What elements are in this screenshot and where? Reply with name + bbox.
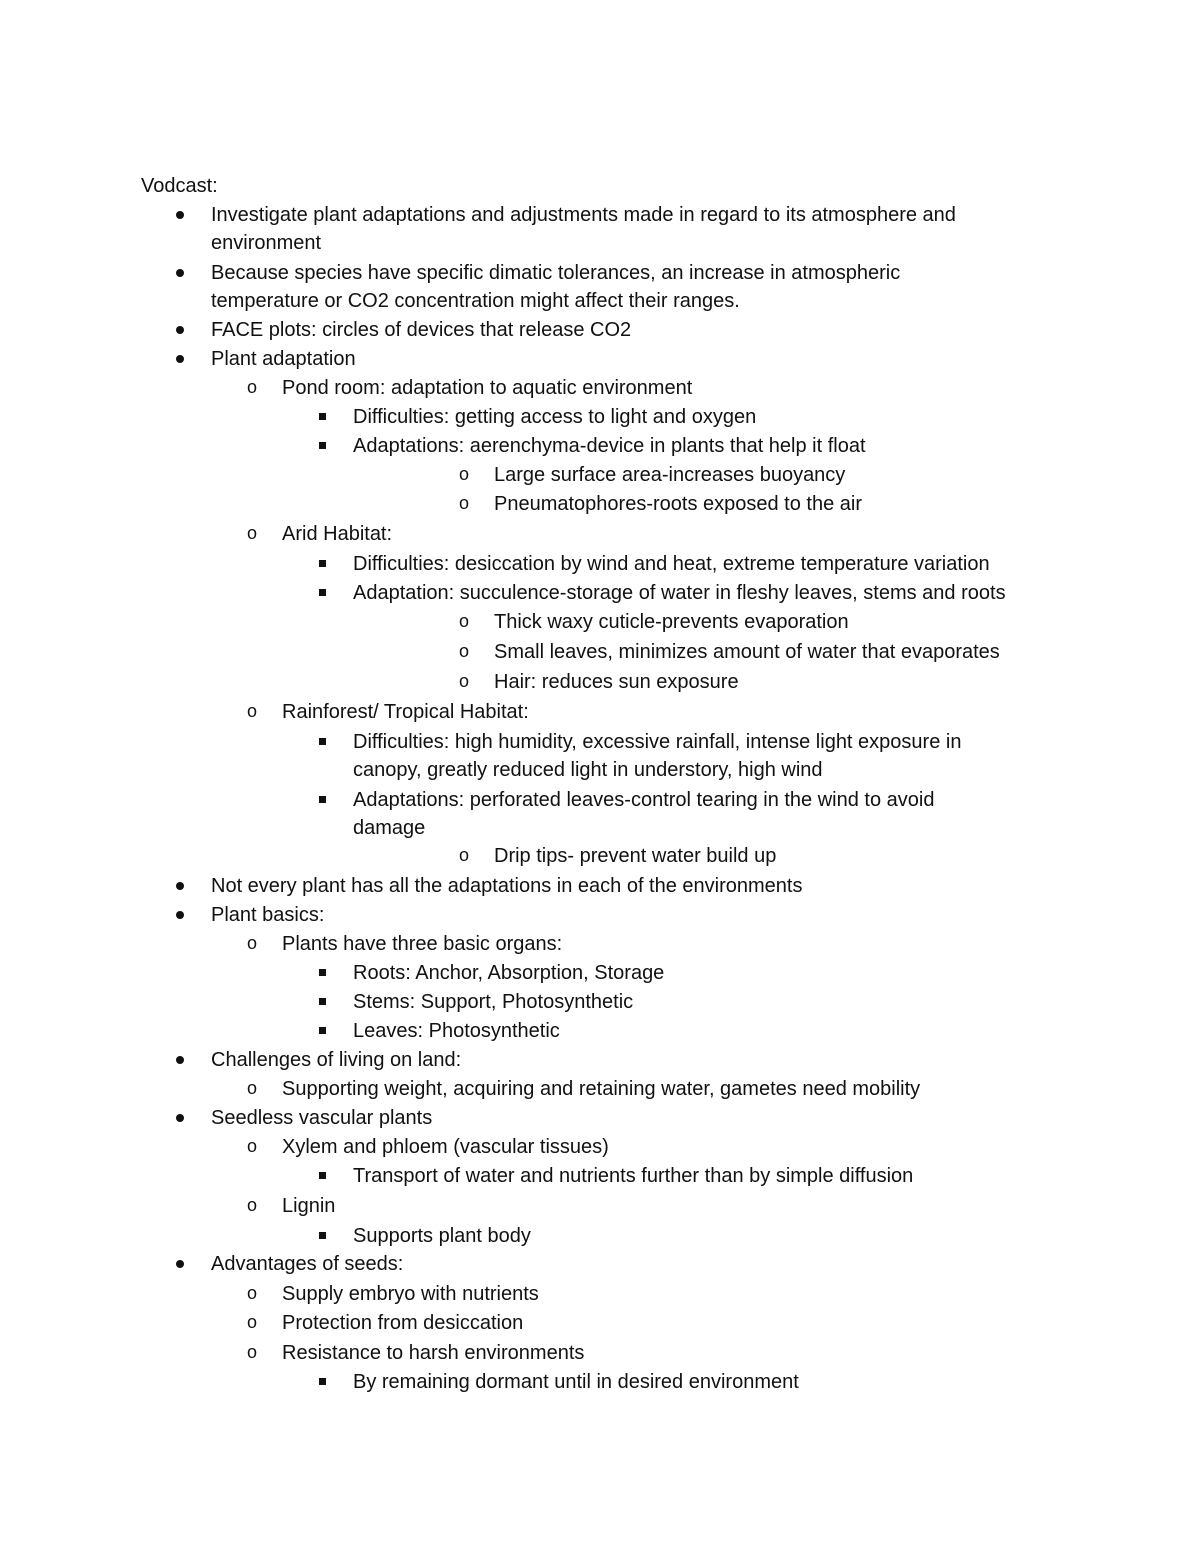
- outline-item-level-1: FACE plots: circles of devices that release CO2: [211, 319, 632, 341]
- bullet-square-icon: [319, 738, 326, 745]
- outline-item-level-2: Rainforest/ Tropical Habitat:: [282, 701, 529, 723]
- outline-item-level-4: Pneumatophores-roots exposed to the air: [494, 493, 862, 515]
- outline-item-level-2: Supply embryo with nutrients: [282, 1283, 539, 1305]
- outline-item-level-1: environment: [211, 232, 322, 254]
- bullet-square-icon: [319, 1378, 326, 1385]
- outline-item-level-1: Not every plant has all the adaptations in each of the environments: [211, 875, 803, 897]
- bullet-square-icon: [319, 998, 326, 1005]
- outline-item-level-2: Supporting weight, acquiring and retaining water, gametes need mobility: [282, 1078, 921, 1100]
- bullet-square-icon: [319, 442, 326, 449]
- outline-item-level-2: Lignin: [282, 1195, 336, 1217]
- outline-item-level-4: Large surface area-increases buoyancy: [494, 464, 846, 486]
- bullet-circle-icon: o: [459, 464, 470, 484]
- outline-item-level-1: Plant adaptation: [211, 348, 356, 370]
- bullet-dot-icon: [176, 355, 184, 363]
- bullet-dot-icon: [176, 911, 184, 919]
- bullet-circle-icon: o: [247, 1078, 258, 1098]
- bullet-circle-icon: o: [459, 845, 470, 865]
- bullet-dot-icon: [176, 269, 184, 277]
- outline-item-level-3: Difficulties: desiccation by wind and heat, extreme temperature variation: [353, 553, 990, 575]
- bullet-circle-icon: o: [459, 493, 470, 513]
- outline-item-level-1: Seedless vascular plants: [211, 1107, 433, 1129]
- bullet-square-icon: [319, 560, 326, 567]
- outline-item-level-3: Adaptation: succulence-storage of water in fleshy leaves, stems and roots: [353, 582, 1006, 604]
- outline-item-level-3: Difficulties: getting access to light and oxygen: [353, 406, 757, 428]
- outline-item-level-3: Stems: Support, Photosynthetic: [353, 991, 634, 1013]
- bullet-circle-icon: o: [459, 641, 470, 661]
- bullet-dot-icon: [176, 1260, 184, 1268]
- outline-item-level-3: canopy, greatly reduced light in understory, high wind: [353, 759, 823, 781]
- outline-item-level-3: damage: [353, 817, 426, 839]
- bullet-circle-icon: o: [459, 611, 470, 631]
- outline-item-level-3: Supports plant body: [353, 1225, 531, 1247]
- outline-item-level-3: Roots: Anchor, Absorption, Storage: [353, 962, 665, 984]
- bullet-circle-icon: o: [247, 523, 258, 543]
- outline-item-level-2: Arid Habitat:: [282, 523, 393, 545]
- outline-item-level-4: Drip tips- prevent water build up: [494, 845, 777, 867]
- bullet-dot-icon: [176, 1114, 184, 1122]
- bullet-dot-icon: [176, 882, 184, 890]
- outline-item-level-2: Protection from desiccation: [282, 1312, 524, 1334]
- bullet-circle-icon: o: [247, 1312, 258, 1332]
- outline-item-level-2: Resistance to harsh environments: [282, 1342, 585, 1364]
- bullet-square-icon: [319, 969, 326, 976]
- outline-item-level-3: Adaptations: aerenchyma-device in plants that help it float: [353, 435, 866, 457]
- outline-item-level-4: Small leaves, minimizes amount of water that evaporates: [494, 641, 1000, 663]
- bullet-square-icon: [319, 413, 326, 420]
- bullet-circle-icon: o: [247, 377, 258, 397]
- bullet-dot-icon: [176, 1056, 184, 1064]
- outline-item-level-3: By remaining dormant until in desired environment: [353, 1371, 799, 1393]
- bullet-square-icon: [319, 796, 326, 803]
- bullet-circle-icon: o: [247, 701, 258, 721]
- bullet-circle-icon: o: [247, 933, 258, 953]
- outline-item-level-3: Transport of water and nutrients further than by simple diffusion: [353, 1165, 914, 1187]
- outline-item-level-1: Investigate plant adaptations and adjustments made in regard to its atmosphere and: [211, 204, 956, 226]
- outline-item-level-3: Leaves: Photosynthetic: [353, 1020, 560, 1042]
- outline-item-level-2: Xylem and phloem (vascular tissues): [282, 1136, 609, 1158]
- outline-item-level-1: Because species have specific dimatic tolerances, an increase in atmospheric: [211, 262, 901, 284]
- outline-item-level-3: Adaptations: perforated leaves-control tearing in the wind to avoid: [353, 789, 935, 811]
- outline-item-level-1: temperature or CO2 concentration might affect their ranges.: [211, 290, 740, 312]
- outline-item-level-3: Difficulties: high humidity, excessive rainfall, intense light exposure in: [353, 731, 962, 753]
- outline-item-level-4: Thick waxy cuticle-prevents evaporation: [494, 611, 849, 633]
- bullet-dot-icon: [176, 326, 184, 334]
- bullet-circle-icon: o: [247, 1342, 258, 1362]
- outline-item-level-4: Hair: reduces sun exposure: [494, 671, 739, 693]
- page-title: Vodcast:: [141, 175, 218, 197]
- outline-item-level-2: Pond room: adaptation to aquatic environment: [282, 377, 693, 399]
- bullet-circle-icon: o: [459, 671, 470, 691]
- outline-item-level-1: Plant basics:: [211, 904, 325, 926]
- bullet-square-icon: [319, 589, 326, 596]
- bullet-circle-icon: o: [247, 1283, 258, 1303]
- bullet-square-icon: [319, 1172, 326, 1179]
- bullet-square-icon: [319, 1027, 326, 1034]
- bullet-square-icon: [319, 1232, 326, 1239]
- bullet-circle-icon: o: [247, 1195, 258, 1215]
- outline-item-level-1: Challenges of living on land:: [211, 1049, 462, 1071]
- bullet-dot-icon: [176, 211, 184, 219]
- outline-item-level-1: Advantages of seeds:: [211, 1253, 404, 1275]
- bullet-circle-icon: o: [247, 1136, 258, 1156]
- outline-item-level-2: Plants have three basic organs:: [282, 933, 563, 955]
